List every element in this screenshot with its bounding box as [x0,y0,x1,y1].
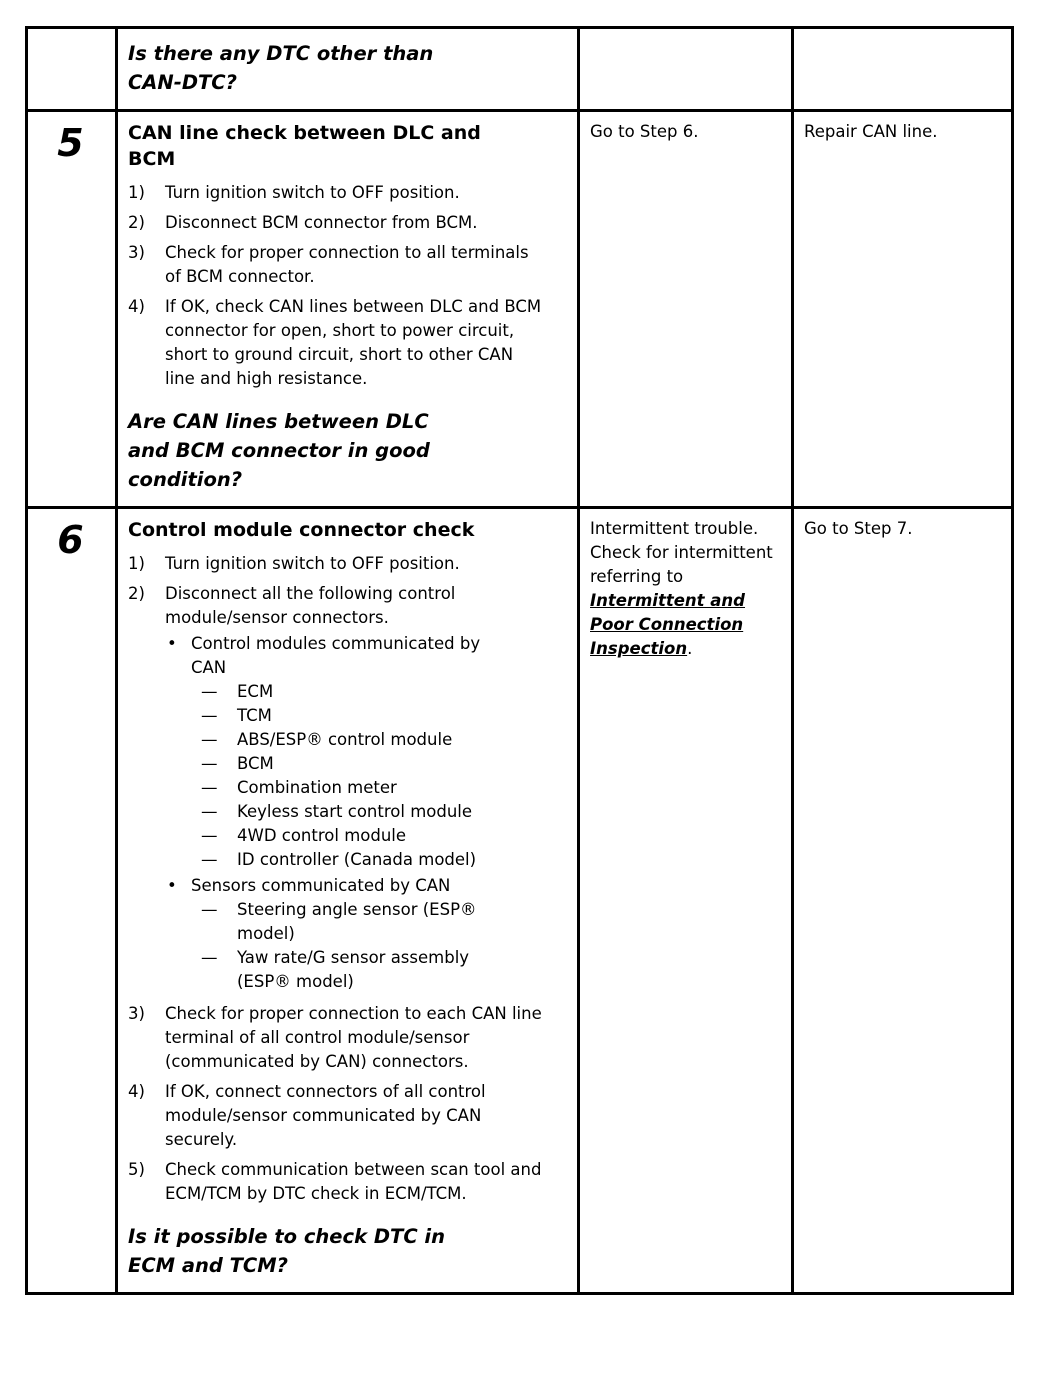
dash-text: Yaw rate/G sensor assembly (ESP® model) [237,948,470,991]
dash-text: TCM [237,706,272,725]
dash-item [201,680,547,704]
bullet-marker: • [167,634,177,653]
item-number: 3) [128,243,145,262]
dash-marker: — [201,826,218,845]
step-title: CAN line check between DLC and BCM [128,122,481,170]
bullet-item [165,632,547,680]
bullet-group [165,874,547,994]
item-text: Check communication between scan tool and ECM/TCM by DTC check in ECM/TCM. [165,1160,542,1203]
bullet-marker: • [167,876,177,895]
dash-marker: — [201,754,218,773]
step-number-cell [27,28,117,111]
diagnostic-table [25,26,1014,1295]
bullet-group [165,632,547,872]
dash-marker: — [201,900,218,919]
dash-item [201,752,547,776]
dash-text: Steering angle sensor (ESP® model) [237,900,477,943]
item-number: 1) [128,183,145,202]
dash-marker: — [201,802,218,821]
list-item [128,552,565,576]
no-cell [793,111,1013,508]
item-text: Turn ignition switch to OFF position. [165,554,460,573]
dash-item [201,898,547,946]
dash-marker: — [201,730,218,749]
no-cell [793,28,1013,111]
yes-cell [579,508,793,1294]
no-result: Repair CAN line. [804,122,938,141]
step-title: Control module connector check [128,519,475,541]
yes-result [590,517,779,661]
item-number: 2) [128,213,145,232]
action-cell [117,28,579,111]
table-row-step6 [27,508,1013,1294]
item-number: 4) [128,297,145,316]
item-text: Check for proper connection to each CAN line terminal of all control module/sensor (communicated by CAN) connectors. [165,1004,542,1071]
item-number: 5) [128,1160,145,1179]
step-question: Is there any DTC other than CAN-DTC? [128,42,434,94]
list-item [128,1158,565,1206]
step-question: Is it possible to check DTC in ECM and TCM? [128,1225,445,1277]
list-item [128,181,565,205]
action-cell [117,508,579,1294]
action-cell [117,111,579,508]
dash-item [201,824,547,848]
dash-marker: — [201,850,218,869]
no-result: Go to Step 7. [804,519,913,538]
yes-result: Go to Step 6. [590,122,699,141]
bullet-item [165,874,547,898]
item-text: Turn ignition switch to OFF position. [165,183,460,202]
dash-marker: — [201,682,218,701]
table-row-step5 [27,111,1013,508]
yes-result-text: Intermittent trouble. Check for intermittent referring to [590,519,773,586]
list-item [128,582,565,996]
item-number: 1) [128,554,145,573]
intermittent-inspection-link[interactable]: Intermittent and Poor Connection Inspection [590,591,745,658]
dash-marker: — [201,706,218,725]
dash-item [201,848,547,872]
item-text-line: Disconnect all the following control module/sensor connectors. [165,584,456,627]
list-item [128,295,565,391]
dash-marker: — [201,778,218,797]
step-number-cell [27,111,117,508]
bullet-text: Sensors communicated by CAN [191,876,451,895]
dash-text: ECM [237,682,274,701]
dash-text: ID controller (Canada model) [237,850,477,869]
item-number: 3) [128,1004,145,1023]
step-number-cell [27,508,117,1294]
dash-marker: — [201,948,218,967]
item-text: Check for proper connection to all terminals of BCM connector. [165,243,529,286]
yes-cell [579,28,793,111]
yes-result-period: . [687,639,693,658]
step-number: 5 [57,121,84,165]
item-text: If OK, connect connectors of all control module/sensor communicated by CAN securely. [165,1082,486,1149]
list-item [128,211,565,235]
dash-text: BCM [237,754,274,773]
list-item [128,1002,565,1074]
item-text [165,582,547,996]
dash-list [201,680,547,872]
yes-cell [579,111,793,508]
dash-item [201,728,547,752]
bullet-text: Control modules communicated by CAN [191,634,481,677]
dash-text: Combination meter [237,778,397,797]
dash-text: 4WD control module [237,826,407,845]
dash-item [201,776,547,800]
table-row-partial [27,28,1013,111]
item-number: 2) [128,584,145,603]
list-item [128,241,565,289]
dash-text: Keyless start control module [237,802,473,821]
step-question: Are CAN lines between DLC and BCM connector in good condition? [128,410,430,491]
step-number: 6 [57,518,84,562]
dash-item [201,704,547,728]
dash-text: ABS/ESP® control module [237,730,453,749]
list-item [128,1080,565,1152]
no-cell [793,508,1013,1294]
item-text: If OK, check CAN lines between DLC and BCM connector for open, short to power circuit, short to ground circuit, short to other CAN line and high resistance. [165,297,542,388]
dash-item [201,800,547,824]
dash-item [201,946,547,994]
item-number: 4) [128,1082,145,1101]
item-text: Disconnect BCM connector from BCM. [165,213,478,232]
dash-list [201,898,547,994]
